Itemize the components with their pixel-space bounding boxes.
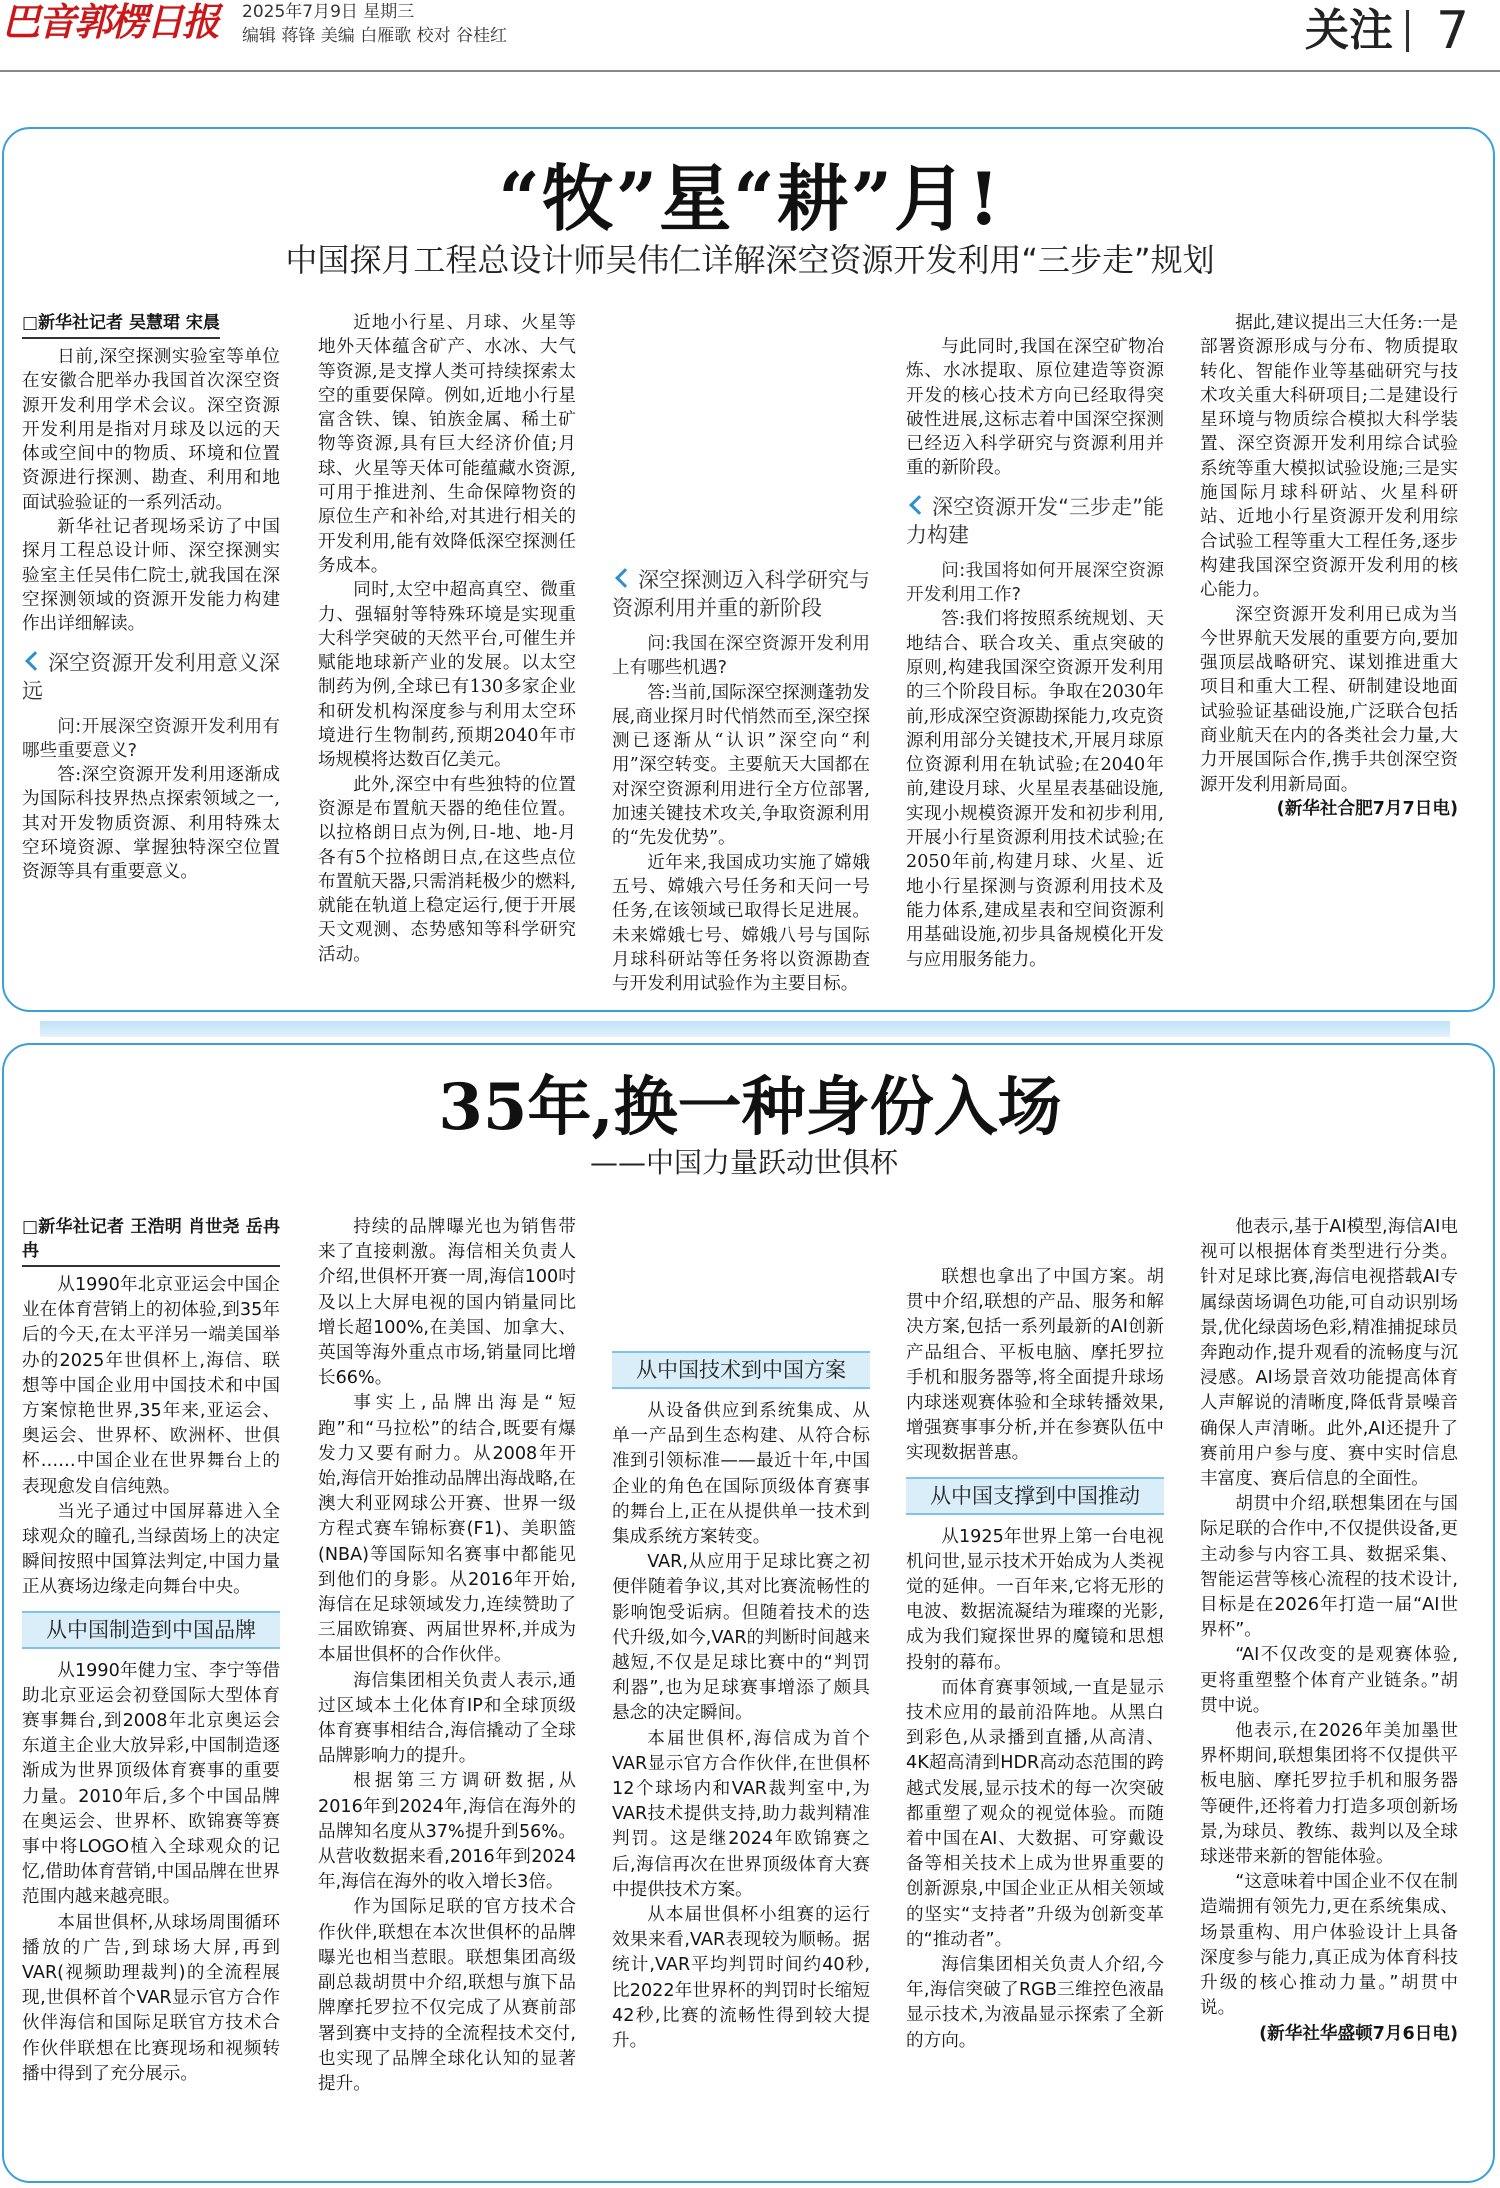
paragraph: 从1990年北京亚运会中国企业在体育营销上的初体验,到35年后的今天,在太平洋另一端美国举办的2025年世俱杯上,海信、联想等中国企业用中国技术和中国方案惊艳世界,35年来,亚运会、奥运会、世界杯、欧洲杯、世俱杯……中国企业在世界舞台上的表现愈发自信纯熟。 [22,1275,280,1497]
answer: 答:我们将按照系统规划、天地结合、联合攻关、重点突破的原则,构建我国深空资源开发利用的三个阶段目标。争取在2030年前,形成深空资源勘探能力,攻克资源利用部分关键技术,开展月球原位资源利用在轨试验;在2040年前,建设月球、火星星表基础设施,实现小规模资源开发和初步利用,开展小行星资源利用技术试验;在2050年前,构建月球、火星、近地小行星探测与资源利用技术及能力体系,建成星表和空间资源利用基础设施,初步具备规模化开发与应用服务能力。 [906,609,1164,970]
article-2-byline: □新华社记者 王浩明 肖世尧 岳冉冉 [22,1215,280,1267]
article-1-column-1 [22,311,280,1001]
paragraph: 作为国际足联的官方技术合作伙伴,联想在本次世俱杯的品牌曝光也相当惹眼。联想集团高级副总裁胡贯中介绍,联想与旗下品牌摩托罗拉不仅完成了从赛前部署到赛中支持的全流程技术交付,也实现了品牌全球化认知的显著提升。 [318,1897,576,2094]
article-2-subtitle: ——中国力量跃动世俱杯 [590,1146,899,1179]
paragraph: 近年来,我国成功实施了嫦娥五号、嫦娥六号任务和天问一号任务,在该领域已取得长足进展。未来嫦娥七号、嫦娥八号与国际月球科研站等任务将以资源勘查与开发利用试验作为主要目标。 [612,852,870,995]
paragraph: 深空资源开发利用已成为当今世界航天发展的重要方向,要加强顶层战略研究、谋划推进重大项目和重大工程、研制建设地面试验验证基础设施,广泛联合包括商业航天在内的各类社会力量,大力开展国际合作,携手共创深空资源开发利用新局面。 [1200,604,1458,795]
paragraph: 同时,太空中超高真空、微重力、强辐射等特殊环境是实现重大科学突破的天然平台,可催生并赋能地球新产业的发展。以太空制药为例,全球已有130多家企业和研发机构深度参与利用太空环境进行生物制药,预期2040年市场规模将达数百亿美元。 [318,580,576,771]
paragraph: 从本届世俱杯小组赛的运行效果来看,VAR表现较为顺畅。据统计,VAR平均判罚时间约40秒,比2022年世界杯的判罚时长缩短42秒,比赛的流畅性得到较大提升。 [612,1905,870,2052]
paragraph: 本届世俱杯,海信成为首个VAR显示官方合作伙伴,在世俱杯12个球场内和VAR裁判室中,为VAR技术提供支持,助力裁判精准判罚。这是继2024年欧锦赛之后,海信再次在世界顶级体育大赛中提供技术方案。 [612,1728,870,1900]
chevron-icon [615,568,635,588]
paragraph: 联想也拿出了中国方案。胡贯中介绍,联想的产品、服务和解决方案,包括一系列最新的AI创新产品组合、平板电脑、摩托罗拉手机和服务器等,将全面提升球场内球迷观赛体验和全球转播效果,增强赛事事分析,并在参赛队伍中实现数据普惠。 [906,1267,1164,1464]
paragraph: 事实上,品牌出海是“短跑”和“马拉松”的结合,既要有爆发力又要有耐力。从2008年开始,海信开始推动品牌出海战略,在澳大利亚网球公开赛、世界一级方程式赛车锦标赛(F1)、美职篮(NBA)等国际知名赛事中都能见到他们的身影。从2016年开始,海信在足球领域发力,连续赞助了三届欧锦赛、两届世界杯,并成为本届世俱杯的合作伙伴。 [318,1393,576,1666]
paragraph: 胡贯中介绍,联想集团在与国际足联的合作中,不仅提供设备,更主动参与内容工具、数据采集、智能运营等核心流程的技术设计,目标是在2026年打造一届“AI世界杯”。 [1200,1494,1458,1641]
page-number: 7 [1436,1,1470,61]
subheading: 从中国技术到中国方案 [612,1351,870,1389]
question: 问:开展深空资源开发利用有哪些重要意义? [22,716,280,761]
paragraph: VAR,从应用于足球比赛之初便伴随着争议,其对比赛流畅性的影响饱受诟病。但随着技术的迭代升级,如今,VAR的判断时间越来越短,不仅是足球比赛中的“判罚利器”,也为足球赛事增添了颇具悬念的决定瞬间。 [612,1552,870,1724]
chevron-icon [25,651,45,671]
paragraph: 海信集团相关负责人表示,通过区域本土化体育IP和全球顶级体育赛事相结合,海信撬动了全球品牌影响力的提升。 [318,1670,576,1767]
article-2-column-2 [318,1215,576,2170]
article-1-byline: □新华社记者 吴慧珺 宋晨 [22,311,220,339]
paragraph: 海信集团相关负责人介绍,今年,海信突破了RGB三维控色液晶显示技术,为液晶显示探索了全新的方向。 [906,1955,1164,2051]
paragraph: “AI不仅改变的是观赛体验,更将重塑整个体育产业链条。”胡贯中说。 [1200,1645,1458,1716]
paragraph: 持续的品牌曝光也为销售带来了直接刺激。海信相关负责人介绍,世俱杯开赛一周,海信100吋及以上大屏电视的国内销量同比增长超100%,在美国、加拿大、英国等海外重点市场,销量同比增长66%。 [318,1217,576,1389]
article-2-column-1 [22,1215,280,2170]
paragraph: 与此同时,我国在深空矿物冶炼、水冰提取、原位建造等资源开发的核心技术方向已经取得突破性进展,这标志着中国深空探测已经迈入科学研究与资源利用并重的新阶段。 [906,337,1164,479]
article-1-subtitle: 中国探月工程总设计师吴伟仁详解深空资源开发利用“三步走”规划 [285,241,1215,279]
paragraph: 本届世俱杯,从球场周围循环播放的广告,到球场大屏,再到VAR(视频助理裁判)的全流程展现,世俱杯首个VAR显示官方合作伙伴海信和国际足联官方技术合作伙伴联想在比赛现场和视频转播中得到了充分展示。 [22,1912,280,2084]
subheading: 从中国支撑到中国推动 [906,1477,1164,1515]
paragraph: “这意味着中国企业不仅在制造端拥有领先力,更在系统集成、场景重构、用户体验设计上具备深度参与能力,真正成为体育科技升级的核心推动力量。”胡贯中说。 [1200,1872,1458,2019]
article-1-title: “牧”星“耕”月! [498,156,1002,241]
editor-credits: 编辑 蒋锋 美编 白雁歌 校对 谷桂红 [242,26,508,46]
paragraph: 而体育赛事领域,一直是显示技术应用的最前沿阵地。从黑白到彩色,从录播到直播,从高清、4K超高清到HDR高动态范围的跨越式发展,显示技术的每一次突破都重塑了观众的视觉体验。而随着中国在AI、大数据、可穿戴设备等相关技术上成为世界重要的创新源泉,中国企业正从相关领域的坚实“支持者”升级为创新变革的“推动者”。 [906,1677,1164,1950]
page-header [0,0,1500,72]
answer: 答:当前,国际深空探测蓬勃发展,商业探月时代悄然而至,深空探测已逐渐从“认识”深空向“利用”深空转变。主要航天大国都在对深空资源利用进行全方位部署,加速关键技术攻关,争取资源利用的“先发优势”。 [612,682,870,849]
chevron-icon [909,495,929,515]
subheading: 从中国制造到中国品牌 [22,1611,280,1649]
dateline: (新华社合肥7月7日电) [1276,798,1458,819]
paragraph: 日前,深空探测实验室等单位在安徽合肥举办我国首次深空资源开发利用学术会议。深空资源开发利用是指对月球及以远的天体或空间中的物质、环境和位置资源进行探测、勘查、利用和地面试验验证的一系列活动。 [22,347,280,513]
paragraph: 从1990年健力宝、李宁等借助北京亚运会初登国际大型体育赛事舞台,到2008年北京奥运会东道主企业大放异彩,中国制造逐渐成为世界顶级体育赛事的重要力量。2010年后,多个中国品牌在奥运会、世界杯、欧锦赛等赛事中将LOGO植入全球观众的记忆,借助体育营销,中国品牌在世界范围内越来越亮眼。 [22,1660,280,1908]
paragraph: 根据第三方调研数据,从2016年到2024年,海信在海外的品牌知名度从37%提升到56%。从营收数据来看,2016年到2024年,海信在海外的收入增长3倍。 [318,1771,576,1893]
paragraph: 近地小行星、月球、火星等地外天体蕴含矿产、水冰、大气等资源,是支撑人类可持续探索太空的重要保障。例如,近地小行星富含铁、镍、铂族金属、稀土矿物等资源,具有巨大经济价值;月球、火星等天体可能蕴藏水资源,可用于推进剂、生命保障物资的原位生产和补给,对其进行相关的开发利用,能有效降低深空探测任务成本。 [318,313,576,576]
article-2-title: 35年,换一种身份入场 [438,1070,1062,1145]
subheading: 深空资源开发利用意义深远 [22,650,280,703]
subheading: 深空资源开发“三步走”能力构建 [906,494,1164,547]
answer: 答:深空资源开发利用逐渐成为国际科技界热点探索领域之一,其对开发物质资源、利用特殊太空环境资源、掌握独特深空位置资源等具有重要意义。 [22,765,280,883]
issue-date: 2025年7月9日 星期三 [242,2,415,22]
article-2-column-3 [612,1215,870,2170]
paragraph: 据此,建议提出三大任务:一是部署资源形成与分布、物质提取转化、智能作业等基础研究与技术攻关重大科研项目;二是建设行星环境与物质综合模拟大科学装置、深空资源开发利用综合试验系统等重大模拟试验设施;三是实施国际月球科研站、火星科研站、近地小行星资源开发利用综合试验工程等重大工程任务,逐步构建我国深空资源开发利用的核心能力。 [1200,313,1458,601]
article-1-column-5 [1200,311,1458,1001]
article-1-column-4 [906,311,1164,1001]
question: 问:我国在深空资源开发利用上有哪些机遇? [612,634,870,679]
section-name: 关注 [1305,5,1393,56]
header-divider [1406,10,1409,52]
article-2-column-4 [906,1215,1164,2170]
article-1-column-3 [612,311,870,1001]
subheading: 深空探测迈入科学研究与资源利用并重的新阶段 [612,568,870,620]
paragraph: 他表示,基于AI模型,海信AI电视可以根据体育类型进行分类。针对足球比赛,海信电视搭载AI专属绿茵场调色功能,可自动识别场景,优化绿茵场色彩,精准捕捉球员奔跑动作,提升观看的流畅度与沉浸感。AI场景音效功能提高体育人声解说的清晰度,降低背景噪音确保人声清晰。此外,AI还提升了赛前用户参与度、赛中实时信息丰富度、赛后信息的全面性。 [1200,1217,1458,1490]
paragraph: 此外,深空中有些独特的位置资源是布置航天器的绝佳位置。以拉格朗日点为例,日-地、地-月各有5个拉格朗日点,在这些点位布置航天器,只需消耗极少的燃料,就能在轨道上稳定运行,便于开展天文观测、态势感知等科学研究活动。 [318,774,576,965]
paragraph: 从1925年世界上第一台电视机问世,显示技术开始成为人类视觉的延伸。一百年来,它将无形的电波、数据流凝结为璀璨的光影,成为我们窥探世界的魔镜和思想投射的幕布。 [906,1526,1164,1673]
dateline: (新华社华盛顿7月6日电) [1259,2023,1458,2044]
article-1-column-2 [318,311,576,1001]
article-2-column-5 [1200,1215,1458,2170]
paragraph: 新华社记者现场采访了中国探月工程总设计师、深空探测实验室主任吴伟仁院士,就我国在深空探测领域的资源开发能力构建作出详细解读。 [22,517,280,635]
newspaper-masthead: 巴音郭楞日报 [2,0,219,44]
paragraph: 当光子通过中国屏幕进入全球观众的瞳孔,当绿茵场上的决定瞬间按照中国算法判定,中国力量正从赛场边缘走向舞台中央。 [22,1501,280,1598]
article-separator [40,1021,1450,1037]
paragraph: 从设备供应到系统集成、从单一产品到生态构建、从符合标准到引领标准——最近十年,中国企业的角色在国际顶级体育赛事的舞台上,正在从提供单一技术到集成系统方案转变。 [612,1401,870,1548]
paragraph: 他表示,在2026年美加墨世界杯期间,联想集团将不仅提供平板电脑、摩托罗拉手机和服务器等硬件,还将着力打造多项创新场景,为球员、教练、裁判以及全球球迷带来新的智能体验。 [1200,1721,1458,1868]
question: 问:我国将如何开展深空资源开发利用工作? [906,560,1164,606]
